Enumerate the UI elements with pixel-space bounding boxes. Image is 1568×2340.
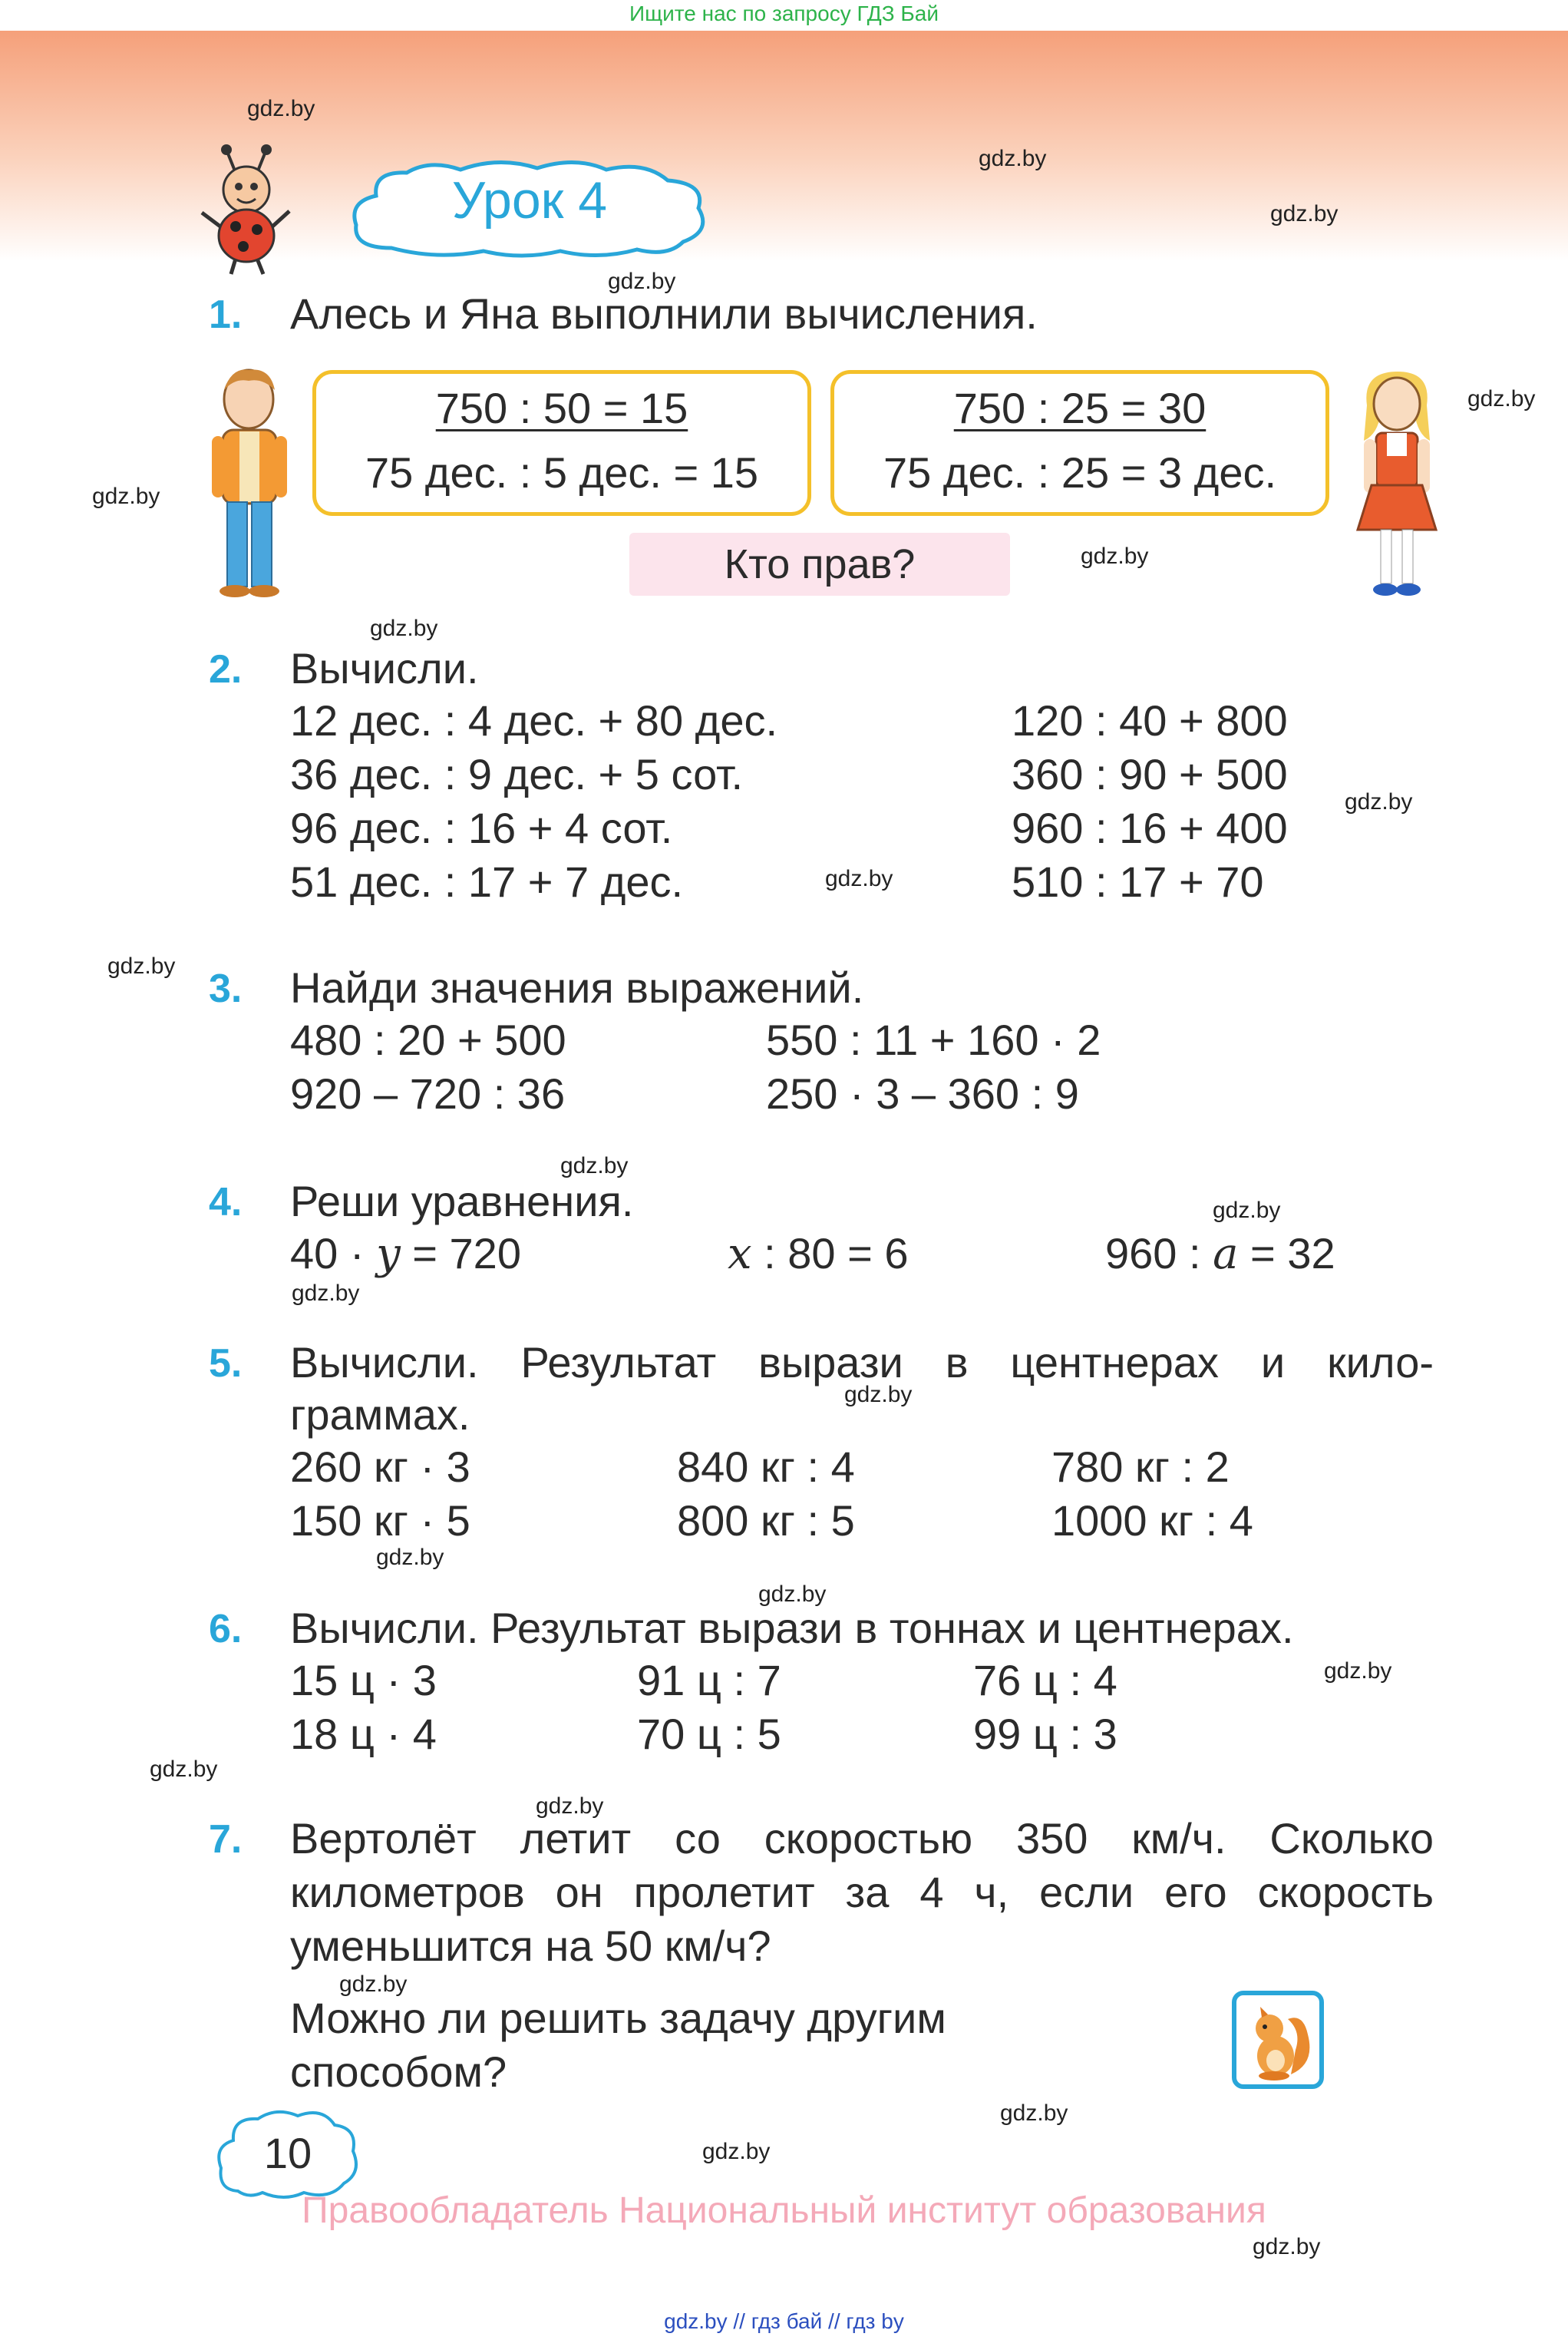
watermark: gdz.by — [339, 1971, 408, 1997]
alesya-line2: 75 дес. : 5 дес. = 15 — [365, 448, 759, 497]
task-1-text: Алесь и Яна выполнили вычисления. — [290, 289, 1038, 338]
watermark: gdz.by — [536, 1793, 604, 1819]
watermark: gdz.by — [1467, 386, 1536, 411]
watermark: gdz.by — [1253, 2234, 1321, 2259]
task-2-expr-right-2: 360 : 90 + 500 — [1012, 750, 1288, 798]
ladybug-illustration — [196, 142, 295, 276]
watermark: gdz.by — [979, 146, 1047, 171]
task-3-text: Найди значения выражений. — [290, 963, 864, 1012]
lesson-title: Урок 4 — [451, 171, 608, 230]
watermark: gdz.by — [107, 954, 176, 979]
task-4-equation-2: x : 80 = 6 — [728, 1229, 909, 1279]
task-5-col3-1: 780 кг : 2 — [1051, 1443, 1230, 1491]
task-7-text-line1: Вертолёт летит со скоростью 350 км/ч. Сколько — [290, 1814, 1434, 1862]
task-4-equation-3: 960 : a = 32 — [1105, 1229, 1335, 1279]
task-5-col1-1: 260 кг · 3 — [290, 1443, 470, 1491]
task-7-text-line5: способом? — [290, 2048, 507, 2096]
copyright-footer: Правообладатель Национальный институт образования — [302, 2190, 1266, 2231]
task-6-col3-2: 99 ц : 3 — [973, 1710, 1117, 1758]
watermark: gdz.by — [1213, 1198, 1281, 1223]
task-6-col1-1: 15 ц · 3 — [290, 1656, 437, 1704]
task-4-equation-1: 40 · y = 720 — [290, 1229, 521, 1279]
task-2-number: 2. — [209, 647, 243, 692]
task-4-text: Реши уравнения. — [290, 1177, 634, 1225]
task-5-col3-2: 1000 кг : 4 — [1051, 1496, 1253, 1545]
task-3-expr-left-2: 920 – 720 : 36 — [290, 1069, 566, 1118]
task-3-expr-right-1: 550 : 11 + 160 · 2 — [766, 1016, 1101, 1064]
question-box: Кто прав? — [629, 533, 1010, 596]
task-4-number: 4. — [209, 1180, 243, 1225]
watermark: gdz.by — [1324, 1658, 1392, 1684]
task-6-col2-2: 70 ц : 5 — [637, 1710, 781, 1758]
task-2-expr-left-3: 96 дес. : 16 + 4 сот. — [290, 804, 673, 852]
watermark: gdz.by — [1270, 201, 1339, 226]
watermark: gdz.by — [370, 616, 438, 641]
task-2-expr-right-4: 510 : 17 + 70 — [1012, 858, 1264, 906]
yana-line1: 750 : 25 = 30 — [953, 384, 1207, 432]
task-6-text: Вычисли. Результат вырази в тоннах и центнерах. — [290, 1604, 1294, 1652]
watermark: gdz.by — [844, 1382, 913, 1407]
yana-solution-box — [830, 370, 1329, 516]
alesya-solution-box — [312, 370, 811, 516]
task-2-expr-left-4: 51 дес. : 17 + 7 дес. — [290, 858, 684, 906]
task-6-col2-1: 91 ц : 7 — [637, 1656, 781, 1704]
task-2-text: Вычисли. — [290, 644, 479, 692]
task-5-text-line1: Вычисли. Результат вырази в центнерах и кило- — [290, 1338, 1434, 1386]
yana-line2: 75 дес. : 25 = 3 дес. — [883, 448, 1277, 497]
task-6-number: 6. — [209, 1607, 243, 1651]
alesya-line1: 750 : 50 = 15 — [435, 384, 688, 432]
top-banner[interactable]: Ищите нас по запросу ГДЗ Бай — [629, 2, 939, 25]
squirrel-icon — [1231, 1990, 1325, 2090]
watermark: gdz.by — [1000, 2100, 1068, 2126]
task-6-col3-1: 76 ц : 4 — [973, 1656, 1117, 1704]
watermark: gdz.by — [150, 1757, 218, 1782]
watermark: gdz.by — [92, 484, 160, 509]
task-3-number: 3. — [209, 967, 243, 1011]
task-6-col1-2: 18 ц · 4 — [290, 1710, 437, 1758]
task-7-text-line4: Можно ли решить задачу другим — [290, 1994, 946, 2042]
task-1-number: 1. — [209, 292, 243, 337]
watermark: gdz.by — [560, 1153, 629, 1178]
task-5-col2-2: 800 кг : 5 — [677, 1496, 855, 1545]
watermark: gdz.by — [247, 96, 315, 121]
task-7-number: 7. — [209, 1817, 243, 1862]
boy-illustration — [201, 367, 297, 599]
watermark: gdz.by — [608, 269, 676, 294]
task-5-text-line2: граммах. — [290, 1390, 470, 1439]
girl-illustration — [1347, 367, 1447, 599]
watermark: gdz.by — [702, 2139, 771, 2164]
task-7-text-line3: уменьшится на 50 км/ч? — [290, 1922, 771, 1970]
bottom-links[interactable]: gdz.by // гдз бай // гдз by — [664, 2309, 904, 2333]
watermark: gdz.by — [825, 866, 893, 891]
task-2-expr-left-2: 36 дес. : 9 дес. + 5 сот. — [290, 750, 744, 798]
watermark: gdz.by — [292, 1281, 360, 1306]
task-3-expr-right-2: 250 · 3 – 360 : 9 — [766, 1069, 1079, 1118]
task-2-expr-right-3: 960 : 16 + 400 — [1012, 804, 1288, 852]
watermark: gdz.by — [758, 1581, 827, 1607]
task-2-expr-right-1: 120 : 40 + 800 — [1012, 696, 1288, 745]
task-5-col1-2: 150 кг · 5 — [290, 1496, 470, 1545]
task-5-col2-1: 840 кг : 4 — [677, 1443, 855, 1491]
task-2-expr-left-1: 12 дес. : 4 дес. + 80 дес. — [290, 696, 778, 745]
page-number: 10 — [263, 2129, 312, 2177]
watermark: gdz.by — [1081, 544, 1149, 569]
watermark: gdz.by — [1345, 789, 1413, 815]
task-5-number: 5. — [209, 1341, 243, 1386]
task-3-expr-left-1: 480 : 20 + 500 — [290, 1016, 566, 1064]
task-7-text-line2: километров он пролетит за 4 ч, если его скорость — [290, 1868, 1434, 1916]
watermark: gdz.by — [376, 1545, 444, 1570]
